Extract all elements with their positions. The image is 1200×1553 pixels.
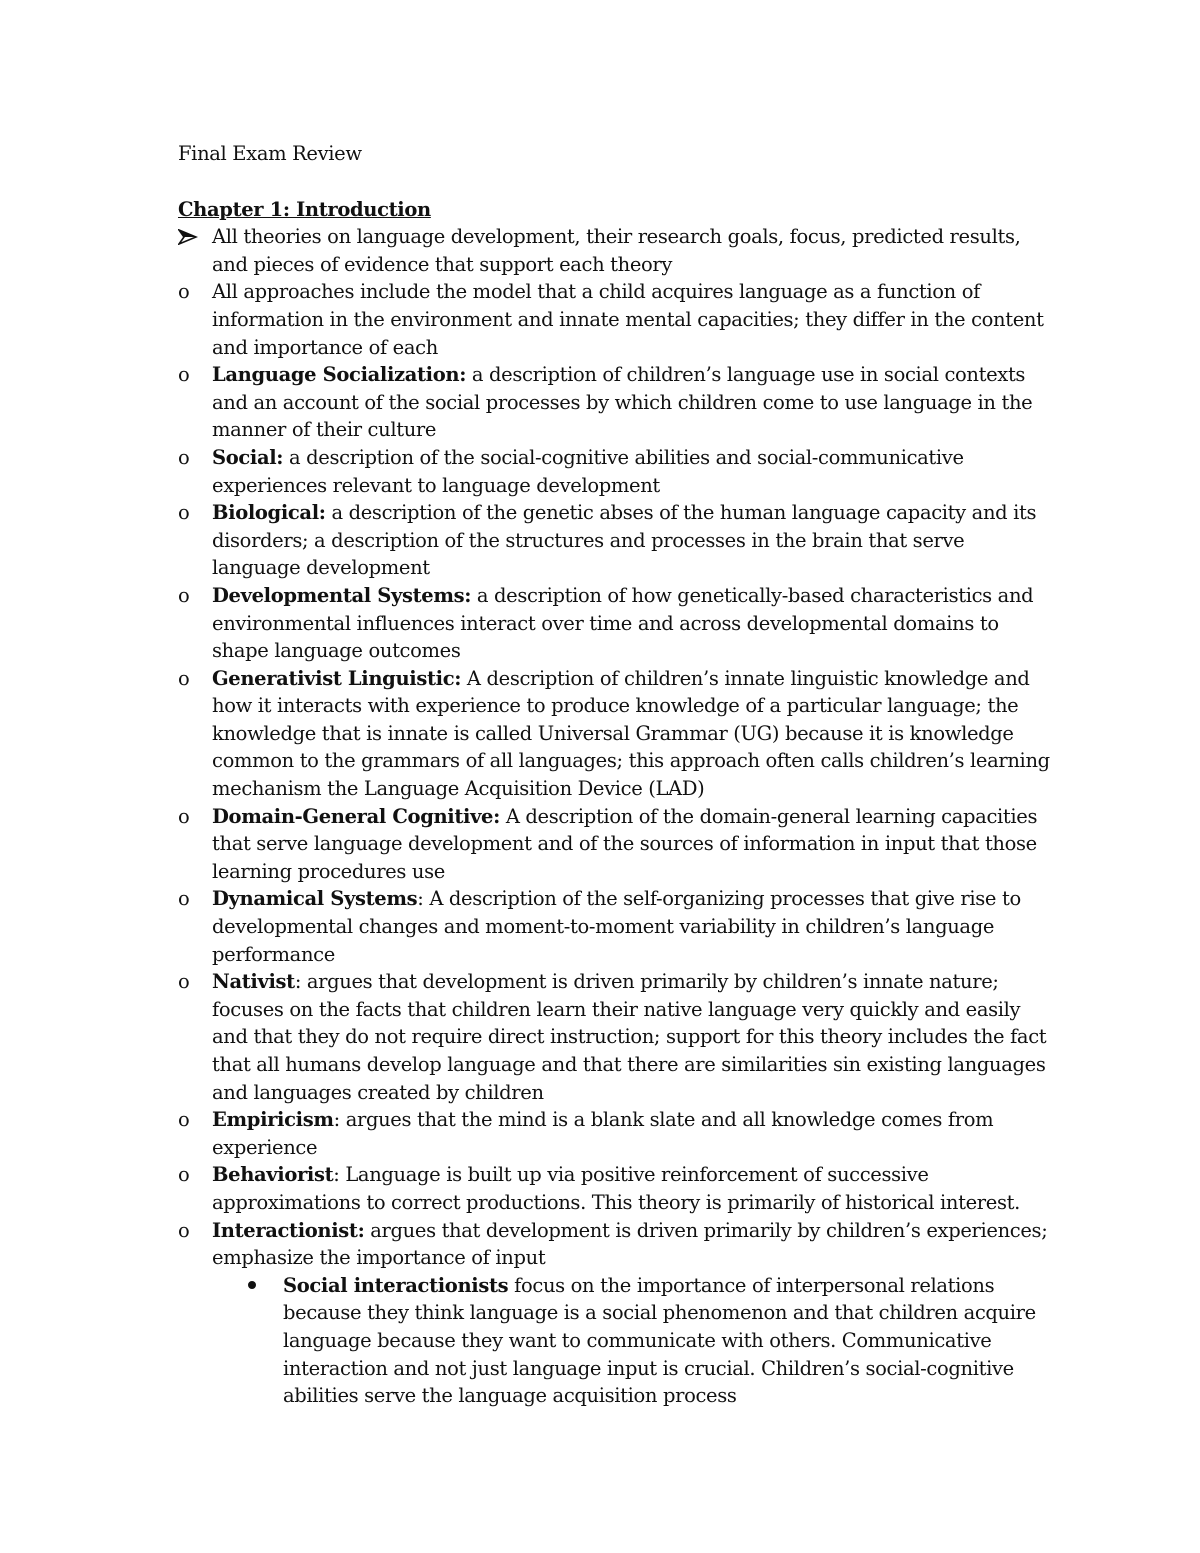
list-item-term: Dynamical Systems [212,887,418,911]
list-item-term: Social: [212,445,284,469]
circle-bullet-icon: o [178,280,190,304]
chapter-heading: Chapter 1: Introduction [178,197,431,221]
list-item-text: : argues that development is driven primarily by children’s innate nature; focuses on the facts that children learn their native language very quickly and easily and that they do not require direct instruction; support for this theory includes the fact that all humans develop language and that there are similarities sin existing languages and languages created by children [212,970,1047,1104]
circle-bullet-icon: o [178,804,190,828]
list-item-term: Interactionist: [212,1218,365,1242]
list-item-text: : argues that the mind is a blank slate and all knowledge comes from experience [212,1108,994,1159]
theory-list [178,278,1058,1271]
list-item-term: Biological: [212,501,326,525]
document-title: Final Exam Review [178,142,362,165]
list-item [178,1106,1058,1161]
circle-bullet-icon: o [178,363,190,387]
circle-bullet-icon: o [178,666,190,690]
list-item-text: : Language is built up via positive reinforcement of successive approximations to correct productions. This theory is primarily of historical interest. [212,1163,1020,1214]
list-item-term: Behaviorist [212,1163,334,1187]
list-item [178,1161,1058,1216]
circle-bullet-icon: o [178,1218,190,1242]
list-item-term: Empiricism [212,1108,334,1132]
list-item [178,444,1058,499]
list-item [178,499,1058,582]
circle-bullet-icon: o [178,1108,190,1132]
circle-bullet-icon: o [178,501,190,525]
circle-bullet-icon: o [178,1163,190,1187]
list-item-text: A description of the domain-general learning capacities that serve language development and of the sources of information in input that those learning procedures use [212,804,1038,883]
sub-list-item-text: focus on the importance of interpersonal relations because they think language is a social phenomenon and that children acquire language because they want to communicate with others. Communicative interaction and not just language input is crucial. Children’s social-cognitive abilities serve the language acquisition process [283,1273,1036,1408]
document-page [178,140,1058,1410]
list-item-term: Language Socialization: [212,363,467,387]
circle-bullet-icon: o [178,887,190,911]
intro-item-text: All theories on language development, their research goals, focus, predicted results, and pieces of evidence that support each theory [212,225,1021,276]
list-item [178,665,1058,803]
list-item [178,278,1058,361]
circle-bullet-icon: o [178,970,190,994]
list-item [178,803,1058,886]
list-item [178,885,1058,968]
list-item-text: a description of the social-cognitive abilities and social-communicative experiences relevant to language development [212,445,964,497]
list-item [178,1217,1058,1272]
sub-list-item [178,1272,1058,1410]
list-item-term: Generativist Linguistic: [212,666,462,690]
circle-bullet-icon: o [178,583,190,607]
sub-list-item-term: Social interactionists [283,1273,509,1297]
list-item [178,968,1058,1106]
list-item [178,361,1058,444]
intro-list-item [178,223,1058,278]
list-item-text: a description of the genetic abses of the human language capacity and its disorders; a description of the structures and processes in the brain that serve language development [212,501,1037,580]
list-item-term: Domain-General Cognitive: [212,804,500,828]
list-item-text: argues that development is driven primarily by children’s experiences; emphasize the importance of input [212,1218,1048,1270]
list-item-text: A description of children’s innate linguistic knowledge and how it interacts with experience to produce knowledge of a particular language; the knowledge that is innate is called Universal Grammar (UG) because it is knowledge common to the grammars of all languages; this approach often calls children’s learning mechanism the Language Acquisition Device (LAD) [212,666,1050,801]
circle-bullet-icon: o [178,445,190,469]
list-item-term: Developmental Systems: [212,583,472,607]
list-item-text: a description of how genetically-based characteristics and environmental influences interact over time and across developmental domains to shape language outcomes [212,583,1034,663]
list-item-text: All approaches include the model that a child acquires language as a function of information in the environment and innate mental capacities; they differ in the content and importance of each [212,280,1044,359]
list-item-text: a description of children’s language use in social contexts and an account of the social processes by which children come to use language in the manner of their culture [212,363,1033,442]
list-item-term: Nativist [212,970,295,994]
theory-sublist [178,1272,1058,1410]
list-item [178,582,1058,665]
list-item-text: : A description of the self-organizing processes that give rise to developmental changes and moment-to-moment variability in children’s language performance [212,887,1021,966]
